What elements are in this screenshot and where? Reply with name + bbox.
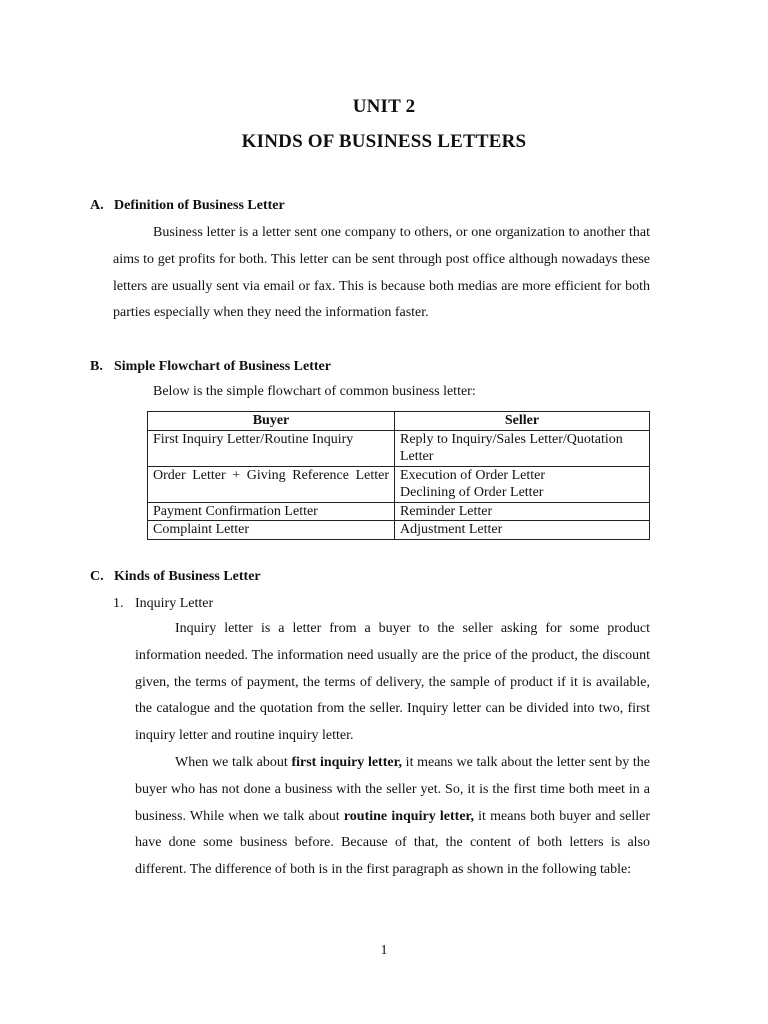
list-item-number: 1.: [113, 596, 124, 611]
inquiry-paragraph-1: Inquiry letter is a letter from a buyer to the seller asking for some product information needed. The information need usually are the price of the product, the discount given, the terms of payment, the terms of delivery, the sample of product if it is available, the catalogue and the quotation from the seller. Inquiry letter can be divided into two, first inquiry letter and routine inquiry letter.: [135, 621, 650, 744]
table-row: [148, 430, 650, 466]
table-cell: [148, 466, 395, 502]
column-header-buyer: Buyer: [148, 412, 395, 431]
section-b-intro: Below is the simple flowchart of common business letter:: [153, 384, 476, 399]
flowchart-table: [147, 411, 650, 540]
column-header-seller: Seller: [395, 412, 650, 431]
section-c-label: C.: [90, 569, 104, 584]
section-a-heading: [90, 198, 285, 214]
section-a-label: A.: [90, 198, 104, 213]
list-item-1: [113, 596, 213, 612]
section-b-heading: [90, 359, 331, 375]
table-cell: First Inquiry Letter/Routine Inquiry: [148, 430, 395, 466]
paragraph-text: it means we talk about the letter sent by the buyer who has not done a business with the seller yet. So, it is the first time both meet in a business. While when we talk about: [135, 755, 650, 824]
unit-title: UNIT 2: [352, 96, 416, 117]
section-c-title: Kinds of Business Letter: [114, 569, 261, 584]
section-b-title: Simple Flowchart of Business Letter: [114, 359, 331, 374]
table-cell: [395, 466, 650, 502]
table-cell: Complaint Letter: [148, 521, 395, 540]
table-cell: Reminder Letter: [395, 502, 650, 521]
bold-term-first-inquiry: first inquiry letter,: [291, 755, 403, 770]
table-header-row: [148, 412, 650, 431]
section-a-title: Definition of Business Letter: [114, 198, 285, 213]
table-cell: Payment Confirmation Letter: [148, 502, 395, 521]
section-c-heading: [90, 569, 261, 585]
table-cell-text: Order Letter + Giving Reference Letter: [153, 467, 389, 483]
table-cell-line: Execution of Order Letter: [400, 467, 545, 483]
table-cell: Reply to Inquiry/Sales Letter/Quotation Letter: [395, 430, 650, 466]
bold-term-routine-inquiry: routine inquiry letter,: [343, 808, 474, 824]
paragraph-text: When we talk about: [175, 755, 292, 770]
section-b-label: B.: [90, 359, 103, 374]
section-a-paragraph: Business letter is a letter sent one company to others, or one organization to another that aims to get profits for both. This letter can be sent through post office although nowadays these letters are usually sent via email or fax. This is because both medias are more efficient for both parties especially when they need the information faster.: [113, 225, 650, 321]
paragraph-text: it means both buyer and seller have done some business before. Because of that, the content of both letters is also different. The difference of both is in the first paragraph as shown in the following table:: [135, 808, 650, 878]
list-item-title: Inquiry Letter: [135, 596, 214, 611]
main-title: KINDS OF BUSINESS LETTERS: [241, 131, 527, 152]
table-row: [148, 466, 650, 502]
table-cell-line: Declining of Order Letter: [400, 485, 544, 500]
inquiry-paragraph-2: [135, 750, 650, 884]
table-cell: Adjustment Letter: [395, 521, 650, 540]
page-number: 1: [380, 943, 388, 958]
table-row: [148, 502, 650, 521]
table-row: [148, 521, 650, 540]
